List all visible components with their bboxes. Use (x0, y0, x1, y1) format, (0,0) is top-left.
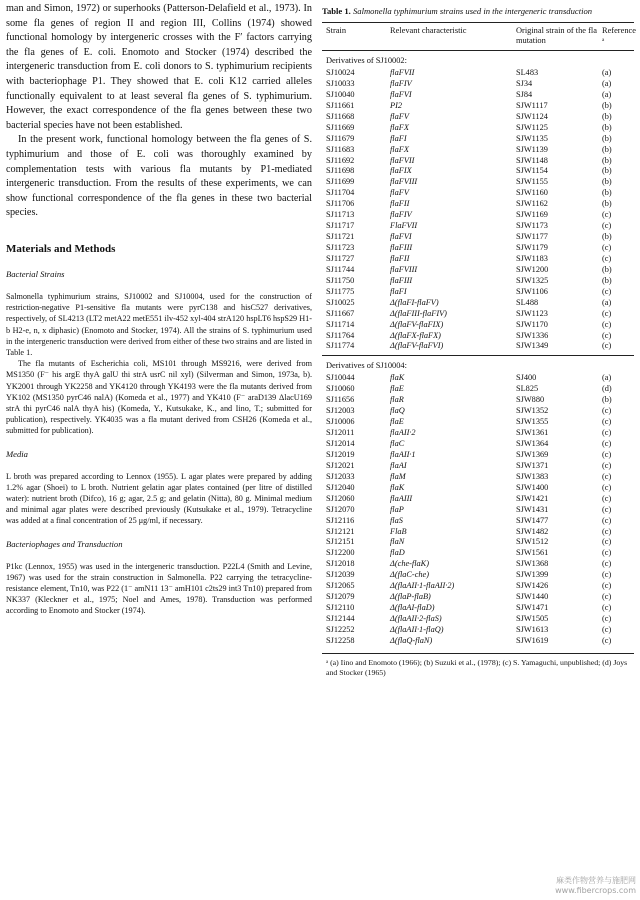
cell-strain: SJ12110 (326, 603, 355, 613)
cell-original-strain: SJW1117 (516, 100, 548, 110)
cell-original-strain: SJW1421 (516, 493, 549, 503)
table-row (322, 472, 634, 483)
cell-reference: (c) (602, 614, 612, 623)
cell-strain: SJ10006 (326, 417, 355, 427)
cell-strain: SJ12011 (326, 428, 355, 438)
cell-reference: (a) (602, 89, 612, 99)
table-row (322, 494, 634, 505)
cell-reference: (b) (602, 177, 612, 187)
cell-reference: (c) (602, 482, 612, 492)
cell-reference: (b) (602, 122, 612, 132)
cell-reference: (b) (602, 144, 612, 154)
cell-original-strain: SJW1364 (516, 439, 549, 448)
table-row (322, 320, 634, 331)
cell-original-strain: SJW1155 (516, 177, 548, 187)
cell-original-strain: SJW1399 (516, 570, 549, 580)
cell-characteristic: flaP (390, 504, 404, 514)
cell-reference: (c) (602, 286, 612, 296)
table-section-sj10004: Derivatives of SJ10004: (326, 361, 407, 371)
cell-reference: (c) (602, 428, 612, 438)
cell-original-strain: SJW1160 (516, 188, 548, 198)
cell-strain: SJ12116 (326, 515, 355, 525)
cell-strain: SJ11683 (326, 144, 355, 154)
cell-strain: SJ12151 (326, 537, 355, 547)
cell-strain: SJ11704 (326, 188, 355, 198)
cell-strain: SJ11668 (326, 111, 355, 121)
table-row (322, 505, 634, 516)
cell-strain: SJ11775 (326, 286, 355, 296)
table-row (322, 221, 634, 232)
table-row (322, 112, 634, 123)
watermark-line-1: 麻类作物营养与施肥网 (556, 876, 636, 885)
table-row (322, 123, 634, 134)
cell-characteristic: Δ(flaFV-flaFVI) (390, 341, 444, 351)
cell-reference: (b) (602, 166, 612, 176)
cell-original-strain: SL488 (516, 297, 539, 307)
subheading-bacterial-strains: Bacterial Strains (6, 268, 65, 279)
cell-characteristic: flaR (390, 395, 404, 405)
table-row (322, 309, 634, 320)
table-row (322, 188, 634, 199)
cell-reference: (c) (602, 243, 612, 252)
table-caption (322, 6, 634, 17)
table-label: Table 1. (322, 6, 351, 16)
cell-original-strain: SJW1426 (516, 581, 549, 591)
cell-strain: SJ12079 (326, 592, 355, 602)
cell-reference: (c) (602, 417, 612, 427)
table-row (322, 461, 634, 472)
cell-reference: (c) (602, 624, 612, 634)
cell-original-strain: SJW1369 (516, 449, 549, 459)
table-row (322, 254, 634, 265)
cell-original-strain: SJW1177 (516, 232, 548, 242)
cell-reference: (c) (602, 449, 612, 459)
cell-original-strain: SJW1400 (516, 482, 549, 492)
table-row (322, 384, 634, 395)
cell-original-strain: SJW1148 (516, 155, 548, 165)
cell-characteristic: flaFII (390, 199, 410, 209)
cell-characteristic: flaFVI (390, 89, 412, 99)
cell-reference: (c) (602, 581, 612, 591)
cell-original-strain: SJW1471 (516, 603, 549, 613)
cell-strain: SJ11667 (326, 308, 355, 318)
cell-strain: SJ12252 (326, 624, 355, 634)
cell-original-strain: SJW1173 (516, 221, 548, 231)
cell-strain: SJ11717 (326, 221, 355, 231)
table-row (322, 483, 634, 494)
table-header-row (322, 23, 634, 50)
cell-reference: (c) (602, 635, 612, 645)
table-footnote: ᵃ (a) Iino and Enomoto (1966); (b) Suzuki et al., (1978); (c) S. Yamaguchi, unpublished; (d) Joys and Stocker (1965) (326, 657, 628, 677)
cell-reference: (d) (602, 384, 612, 394)
cell-characteristic: Δ(flaAII·1-flaAII·2) (390, 581, 455, 591)
cell-original-strain: SJW1325 (516, 275, 549, 285)
left-column (6, 2, 312, 617)
cell-characteristic: flaE (390, 417, 404, 427)
cell-reference: (a) (602, 373, 612, 383)
cell-strain: SJ12121 (326, 526, 355, 536)
table-row (322, 395, 634, 406)
cell-reference: (a) (602, 297, 612, 307)
cell-characteristic: Δ(flaQ-flaN) (390, 635, 433, 645)
cell-reference: (c) (602, 493, 612, 503)
table-1 (322, 4, 634, 678)
table-row (322, 177, 634, 188)
table-row (322, 636, 634, 647)
cell-characteristic: flaE (390, 384, 404, 394)
cell-strain: SJ11692 (326, 155, 355, 165)
cell-reference: (c) (602, 460, 612, 470)
cell-strain: SJ11774 (326, 341, 355, 351)
cell-strain: SJ12019 (326, 449, 355, 459)
cell-reference: (c) (602, 537, 612, 547)
cell-characteristic: flaFIII (390, 243, 413, 252)
cell-strain: SJ11706 (326, 199, 355, 209)
cell-reference: (c) (602, 406, 612, 416)
cell-strain: SJ11721 (326, 232, 355, 242)
cell-characteristic: Δ(flaFIII-flaFIV) (390, 308, 447, 318)
cell-strain: SJ11723 (326, 243, 355, 252)
cell-strain: SJ12060 (326, 493, 355, 503)
cell-original-strain: SJW1352 (516, 406, 549, 416)
cell-original-strain: SJW1355 (516, 417, 549, 427)
cell-reference: (c) (602, 548, 612, 558)
cell-strain: SJ10025 (326, 297, 355, 307)
cell-original-strain: SJW1162 (516, 199, 548, 209)
cell-reference: (c) (602, 439, 612, 448)
cell-original-strain: SL483 (516, 68, 539, 77)
table-row (322, 79, 634, 90)
header-characteristic: Relevant characteristic (390, 26, 467, 35)
cell-characteristic: flaFV (390, 111, 409, 121)
cell-original-strain: SJW1125 (516, 122, 548, 132)
cell-strain: SJ10033 (326, 78, 355, 88)
table-row (322, 373, 634, 384)
cell-reference: (c) (602, 570, 612, 580)
cell-original-strain: SJW1183 (516, 253, 548, 263)
cell-original-strain: SJW1200 (516, 264, 549, 274)
cell-original-strain: SJW1440 (516, 592, 549, 602)
cell-original-strain: SJW1368 (516, 559, 549, 569)
cell-characteristic: flaFVI (390, 232, 412, 242)
cell-characteristic: flaFIV (390, 78, 412, 88)
cell-characteristic: Δ(che-flaK) (390, 559, 429, 569)
cell-strain: SJ11656 (326, 395, 355, 405)
cell-characteristic: Δ(flaAI-flaD) (390, 603, 435, 613)
cell-characteristic: flaFVIII (390, 264, 418, 274)
cell-reference: (b) (602, 111, 612, 121)
cell-characteristic: flaK (390, 373, 405, 383)
cell-reference: (c) (602, 603, 612, 613)
header-reference: Reference ᵃ (602, 26, 636, 45)
cell-original-strain: SJW1361 (516, 428, 549, 438)
cell-original-strain: SJW1139 (516, 144, 548, 154)
table-row (322, 592, 634, 603)
intro-paragraph-2: In the present work, functional homology between the fla genes of S. typhimurium and those of E. coli was thoroughly examined by complementation tests with various fla mutants by P1-mediated intergeneric transduction. From the results of these experiments, we can show functional correspondence of the fla genes in these two bacterial species. (6, 134, 312, 219)
cell-strain: SJ12040 (326, 482, 355, 492)
cell-strain: SJ12258 (326, 635, 355, 645)
cell-original-strain: SJW1123 (516, 308, 548, 318)
cell-reference: (c) (602, 471, 612, 481)
cell-reference: (c) (602, 515, 612, 525)
table-row (322, 581, 634, 592)
cell-characteristic: flaFVII (390, 155, 415, 165)
cell-strain: SJ11661 (326, 100, 355, 110)
cell-original-strain: SJ34 (516, 78, 533, 88)
table-row (322, 298, 634, 309)
table-row (322, 406, 634, 417)
cell-strain: SJ12039 (326, 570, 355, 580)
cell-strain: SJ12003 (326, 406, 355, 416)
cell-strain: SJ11764 (326, 330, 355, 340)
intro-paragraph-1: man and Simon, 1972) or superhooks (Patterson-Delafield et al., 1973). In some fla genes of region II and region III, Collins (1974) showed functional homology by intergeneric crosses with the F′ factors carrying the fla genes of E. coli. Enomoto and Stocker (1974) described the intergeneric transduction from E. coli donors to S. typhimurium recipients with bacteriophage P1. They showed that E. coli K12 carried alleles functionally equivalent to at least several fla genes of S. typhimurium. However, the exact correspondence of the fla genes between these two bacterial species have not been established. (6, 3, 312, 131)
cell-original-strain: SJW1477 (516, 515, 549, 525)
header-original-strain: Original strain of the fla mutation (516, 26, 597, 45)
cell-original-strain: SL825 (516, 384, 539, 394)
table-row (322, 341, 634, 352)
table-row (322, 614, 634, 625)
cell-original-strain: SJW1170 (516, 319, 548, 329)
cell-original-strain: SJW1512 (516, 537, 549, 547)
cell-original-strain: SJW1383 (516, 471, 549, 481)
cell-reference: (c) (602, 210, 612, 220)
cell-strain: SJ12033 (326, 471, 355, 481)
cell-strain: SJ11727 (326, 253, 355, 263)
cell-original-strain: SJW1431 (516, 504, 549, 514)
table-row (322, 68, 634, 79)
cell-strain: SJ10060 (326, 384, 355, 394)
cell-reference: (b) (602, 100, 612, 110)
table-row (322, 527, 634, 538)
cell-characteristic: flaFIX (390, 166, 412, 176)
cell-reference: (c) (602, 253, 612, 263)
cell-strain: SJ11750 (326, 275, 355, 285)
cell-reference: (a) (602, 68, 612, 77)
cell-reference: (b) (602, 155, 612, 165)
cell-strain: SJ11698 (326, 166, 355, 176)
phages-paragraph: P1kc (Lennox, 1955) was used in the intergeneric transduction. P22L4 (Smith and Levine, 1967) was used for the strain construction in Salmonella. P22 carrying the tetracycline-resistance element, Tn10, was P22 (1⁻ amN11 13⁻ amH101 c2ts29 int3 Tn10) prepared from NK337 (Kleckner et al., 1975; Noel and Ames, 1978). Transduction was performed according to Enomoto and Stocker (1974). (6, 561, 312, 616)
cell-original-strain: SJ400 (516, 373, 537, 383)
cell-reference: (c) (602, 308, 612, 318)
cell-reference: (b) (602, 199, 612, 209)
cell-strain: SJ11699 (326, 177, 355, 187)
cell-characteristic: flaAII·2 (390, 428, 416, 438)
table-row (322, 134, 634, 145)
cell-original-strain: SJW1135 (516, 133, 548, 143)
table-row (322, 559, 634, 570)
table-row (322, 450, 634, 461)
table-caption-text: Salmonella typhimurium strains used in the intergeneric transduction (352, 6, 593, 16)
table-row (322, 516, 634, 527)
cell-characteristic: Δ(flaAII·1-flaQ) (390, 624, 444, 634)
cell-reference: (b) (602, 188, 612, 198)
table-row (322, 90, 634, 101)
cell-characteristic: flaM (390, 471, 406, 481)
cell-original-strain: SJW1349 (516, 341, 549, 351)
cell-original-strain: SJW1336 (516, 330, 549, 340)
table-row (322, 548, 634, 559)
cell-characteristic: flaFX (390, 144, 409, 154)
cell-strain: SJ11669 (326, 122, 355, 132)
cell-strain: SJ11744 (326, 264, 355, 274)
cell-reference: (c) (602, 319, 612, 329)
cell-strain: SJ12018 (326, 559, 355, 569)
cell-characteristic: flaAIII (390, 493, 413, 503)
table-row (322, 428, 634, 439)
cell-characteristic: flaQ (390, 406, 405, 416)
cell-original-strain: SJW1613 (516, 624, 549, 634)
cell-characteristic: Δ(flaFI-flaFV) (390, 297, 439, 307)
cell-characteristic: Δ(flaAII·2-flaS) (390, 614, 442, 623)
cell-characteristic: flaFVIII (390, 177, 418, 187)
cell-characteristic: flaC (390, 439, 405, 448)
cell-original-strain: SJW1106 (516, 286, 548, 296)
cell-reference: (c) (602, 504, 612, 514)
cell-characteristic: flaK (390, 482, 405, 492)
cell-reference: (a) (602, 78, 612, 88)
cell-original-strain: SJW1169 (516, 210, 548, 220)
subheading-bacteriophages: Bacteriophages and Transduction (6, 538, 123, 549)
cell-strain: SJ12200 (326, 548, 355, 558)
table-row (322, 166, 634, 177)
table-body-sj10002 (322, 68, 634, 352)
table-row (322, 243, 634, 254)
cell-characteristic: FlaFVII (390, 221, 418, 231)
cell-characteristic: Δ(flaP-flaB) (390, 592, 431, 602)
cell-characteristic: flaAI (390, 460, 407, 470)
cell-reference: (b) (602, 264, 612, 274)
cell-strain: SJ11714 (326, 319, 355, 329)
cell-reference: (c) (602, 526, 612, 536)
cell-reference: (b) (602, 395, 612, 405)
cell-strain: SJ12070 (326, 504, 355, 514)
cell-characteristic: flaFI (390, 286, 407, 296)
table-row (322, 625, 634, 636)
watermark (555, 876, 636, 896)
cell-original-strain: SJW1505 (516, 614, 549, 623)
section-heading-methods: Materials and Methods (6, 242, 116, 255)
cell-original-strain: SJW1561 (516, 548, 549, 558)
cell-reference: (c) (602, 221, 612, 231)
cell-original-strain: SJW880 (516, 395, 545, 405)
cell-characteristic: flaFIV (390, 210, 412, 220)
table-row (322, 101, 634, 112)
cell-characteristic: flaFII (390, 253, 410, 263)
cell-original-strain: SJ84 (516, 89, 533, 99)
cell-characteristic: Δ(flaFX-flaFX) (390, 330, 441, 340)
cell-characteristic: flaFVII (390, 68, 415, 77)
cell-strain: SJ12144 (326, 614, 355, 623)
cell-original-strain: SJW1179 (516, 243, 548, 252)
cell-reference: (c) (602, 559, 612, 569)
cell-strain: SJ12065 (326, 581, 355, 591)
cell-reference: (b) (602, 133, 612, 143)
cell-original-strain: SJW1154 (516, 166, 548, 176)
cell-characteristic: Δ(flaC-che) (390, 570, 429, 580)
table-row (322, 417, 634, 428)
table-row (322, 210, 634, 221)
cell-reference: (c) (602, 341, 612, 351)
cell-characteristic: PI2 (390, 100, 402, 110)
table-body-sj10004 (322, 373, 634, 646)
cell-reference: (c) (602, 592, 612, 602)
table-row (322, 439, 634, 450)
cell-original-strain: SJW1619 (516, 635, 549, 645)
cell-characteristic: flaFX (390, 122, 409, 132)
table-row (322, 603, 634, 614)
cell-strain: SJ11679 (326, 133, 355, 143)
table-row (322, 265, 634, 276)
table-section-sj10002: Derivatives of SJ10002: (326, 56, 407, 65)
cell-reference: (c) (602, 330, 612, 340)
table-row (322, 232, 634, 243)
cell-strain: SJ12021 (326, 460, 355, 470)
table-row (322, 145, 634, 156)
cell-reference: (b) (602, 275, 612, 285)
header-strain: Strain (326, 26, 347, 35)
table-row (322, 331, 634, 342)
cell-strain: SJ10024 (326, 68, 355, 77)
table-row (322, 570, 634, 581)
watermark-line-2: www.fibercrops.com (555, 886, 636, 895)
cell-strain: SJ11713 (326, 210, 355, 220)
cell-strain: SJ10044 (326, 373, 355, 383)
cell-characteristic: flaFI (390, 133, 407, 143)
cell-strain: SJ12014 (326, 439, 355, 448)
table-bottom-rule (322, 653, 634, 654)
cell-characteristic: flaFIII (390, 275, 413, 285)
cell-characteristic: Δ(flaFV-flaFIX) (390, 319, 444, 329)
table-row (322, 156, 634, 167)
table-row (322, 287, 634, 298)
table-row (322, 537, 634, 548)
cell-characteristic: flaD (390, 548, 405, 558)
cell-characteristic: FlaB (390, 526, 407, 536)
cell-characteristic: flaS (390, 515, 403, 525)
strains-paragraph-1: Salmonella typhimurium strains, SJ10002 and SJ10004, used for the construction of restriction-negative P1-sensitive fla mutants were pyrC138 and hisC527 derivatives, respectively, of SL4213 (LT2 metA22 metE551 ilv-452 xyl-404 strA120 hspLT6 hspS29 H1-b H2-e, n, x diphasic) (Enomoto and Stocker, 1974). All the strains of S. typhimurium used in the intergeneric transduction were derived from either of these two strains and are listed in Table 1. (6, 291, 312, 357)
cell-strain: SJ10040 (326, 89, 355, 99)
cell-original-strain: SJW1482 (516, 526, 549, 536)
cell-original-strain: SJW1371 (516, 460, 549, 470)
table-row (322, 276, 634, 287)
strains-paragraph-2: The fla mutants of Escherichia coli, MS101 through MS9216, were derived from MS1350 (F⁻ his argE thyA galU thi strA usrC nil xyl) (Silverman and Simon, 1973a, b). YK2001 through YK2258 and YK4120 through YK4193 were the fla mutants derived from YK102 (MS1350 pyrC46 nalA) (Komeda et al., 1977) and YK410 (F⁻ araD139 ΔlacU169 strA thi pyrC46 nalA thyA his) (Komeda, Y., Kutsukake, K., and Iino, T.; submitted for publication), respectively. YK4035 was a fla mutant derived from CSH26 (Komeda et al., submitted for publication). (6, 359, 312, 436)
cell-reference: (b) (602, 232, 612, 242)
subheading-media: Media (6, 448, 28, 459)
cell-characteristic: flaFV (390, 188, 409, 198)
cell-characteristic: flaN (390, 537, 405, 547)
cell-original-strain: SJW1124 (516, 111, 548, 121)
cell-characteristic: flaAII·1 (390, 449, 416, 459)
table-row (322, 199, 634, 210)
media-paragraph: L broth was prepared according to Lennox (1955). L agar plates were prepared by adding 1.2% agar (Shoei) to L broth. Nutrient gelatin agar plates contained (per litre of distilled water): nutrient broth (Difco), 16 g; agar, 2.5 g; and gelatin (Nitta), 80 g. Minimal medium and minimal agar plates were described previously (Kutsukake et al., 1979). Tetracycline was added at a final concentration of 25 μg/ml, if necessary. (6, 471, 312, 526)
